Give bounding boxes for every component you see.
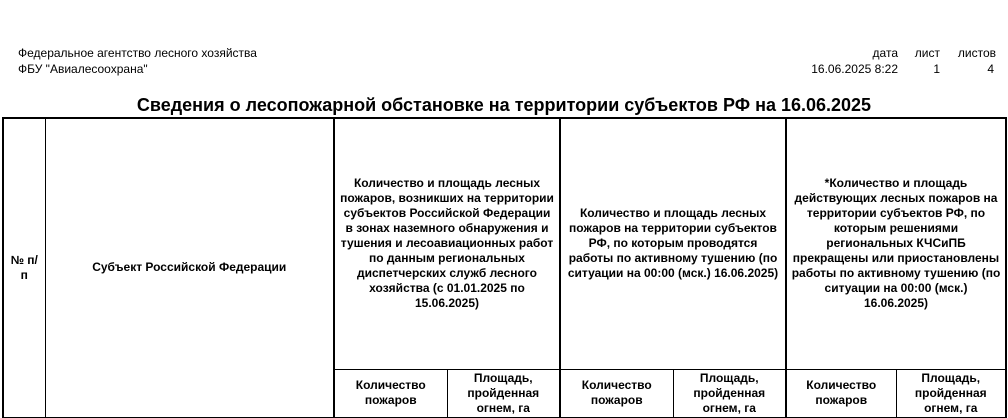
subheader-area-3: Площадь, пройденная огнем, га xyxy=(896,369,1006,417)
date-label: дата xyxy=(872,46,898,60)
subheader-area-2: Площадь, пройденная огнем, га xyxy=(673,369,786,417)
group-header-active-fires: Количество и площадь лесных пожаров на территории субъектов РФ, по которым проводятся работы по активному тушению (по ситуации на 00:00 (мск.) 16.06.2025) xyxy=(560,118,786,369)
subheader-count-1: Количество пожаров xyxy=(334,369,447,417)
subheader-area-1: Площадь, пройденная огнем, га xyxy=(447,369,560,417)
org-line-agency: Федеральное агентство лесного хозяйства xyxy=(18,46,257,60)
report-title: Сведения о лесопожарной обстановке на территории субъектов РФ на 16.06.2025 xyxy=(136,95,872,115)
subheader-count-3: Количество пожаров xyxy=(786,369,896,417)
org-line-fbu: ФБУ "Авиалесоохрана" xyxy=(18,62,148,76)
sheet-label: лист xyxy=(914,46,940,60)
date-value: 16.06.2025 8:22 xyxy=(811,62,898,76)
report-table xyxy=(2,117,1007,418)
col-header-number: № п/п xyxy=(3,118,45,417)
sheet-value: 1 xyxy=(933,62,940,76)
group-header-suspended-fires: *Количество и площадь действующих лесных пожаров на территории субъектов РФ, по которым решениями региональных КЧСиПБ прекращены или приостановлены работы по активному тушению (по ситуации на 00:00 (мск.) 16.06.2025) xyxy=(786,118,1006,369)
subheader-count-2: Количество пожаров xyxy=(560,369,673,417)
col-header-subject: Субъект Российской Федерации xyxy=(45,118,334,417)
group-header-fires-since-jan: Количество и площадь лесных пожаров, возникших на территории субъектов Российской Федерации в зонах наземного обнаружения и тушения и лесоавиационных работ по данным региональных диспетчерских служб лесного хозяйства (с 01.01.2025 по 15.06.2025) xyxy=(334,118,560,369)
sheets-value: 4 xyxy=(987,62,994,76)
sheets-label: листов xyxy=(957,46,996,60)
